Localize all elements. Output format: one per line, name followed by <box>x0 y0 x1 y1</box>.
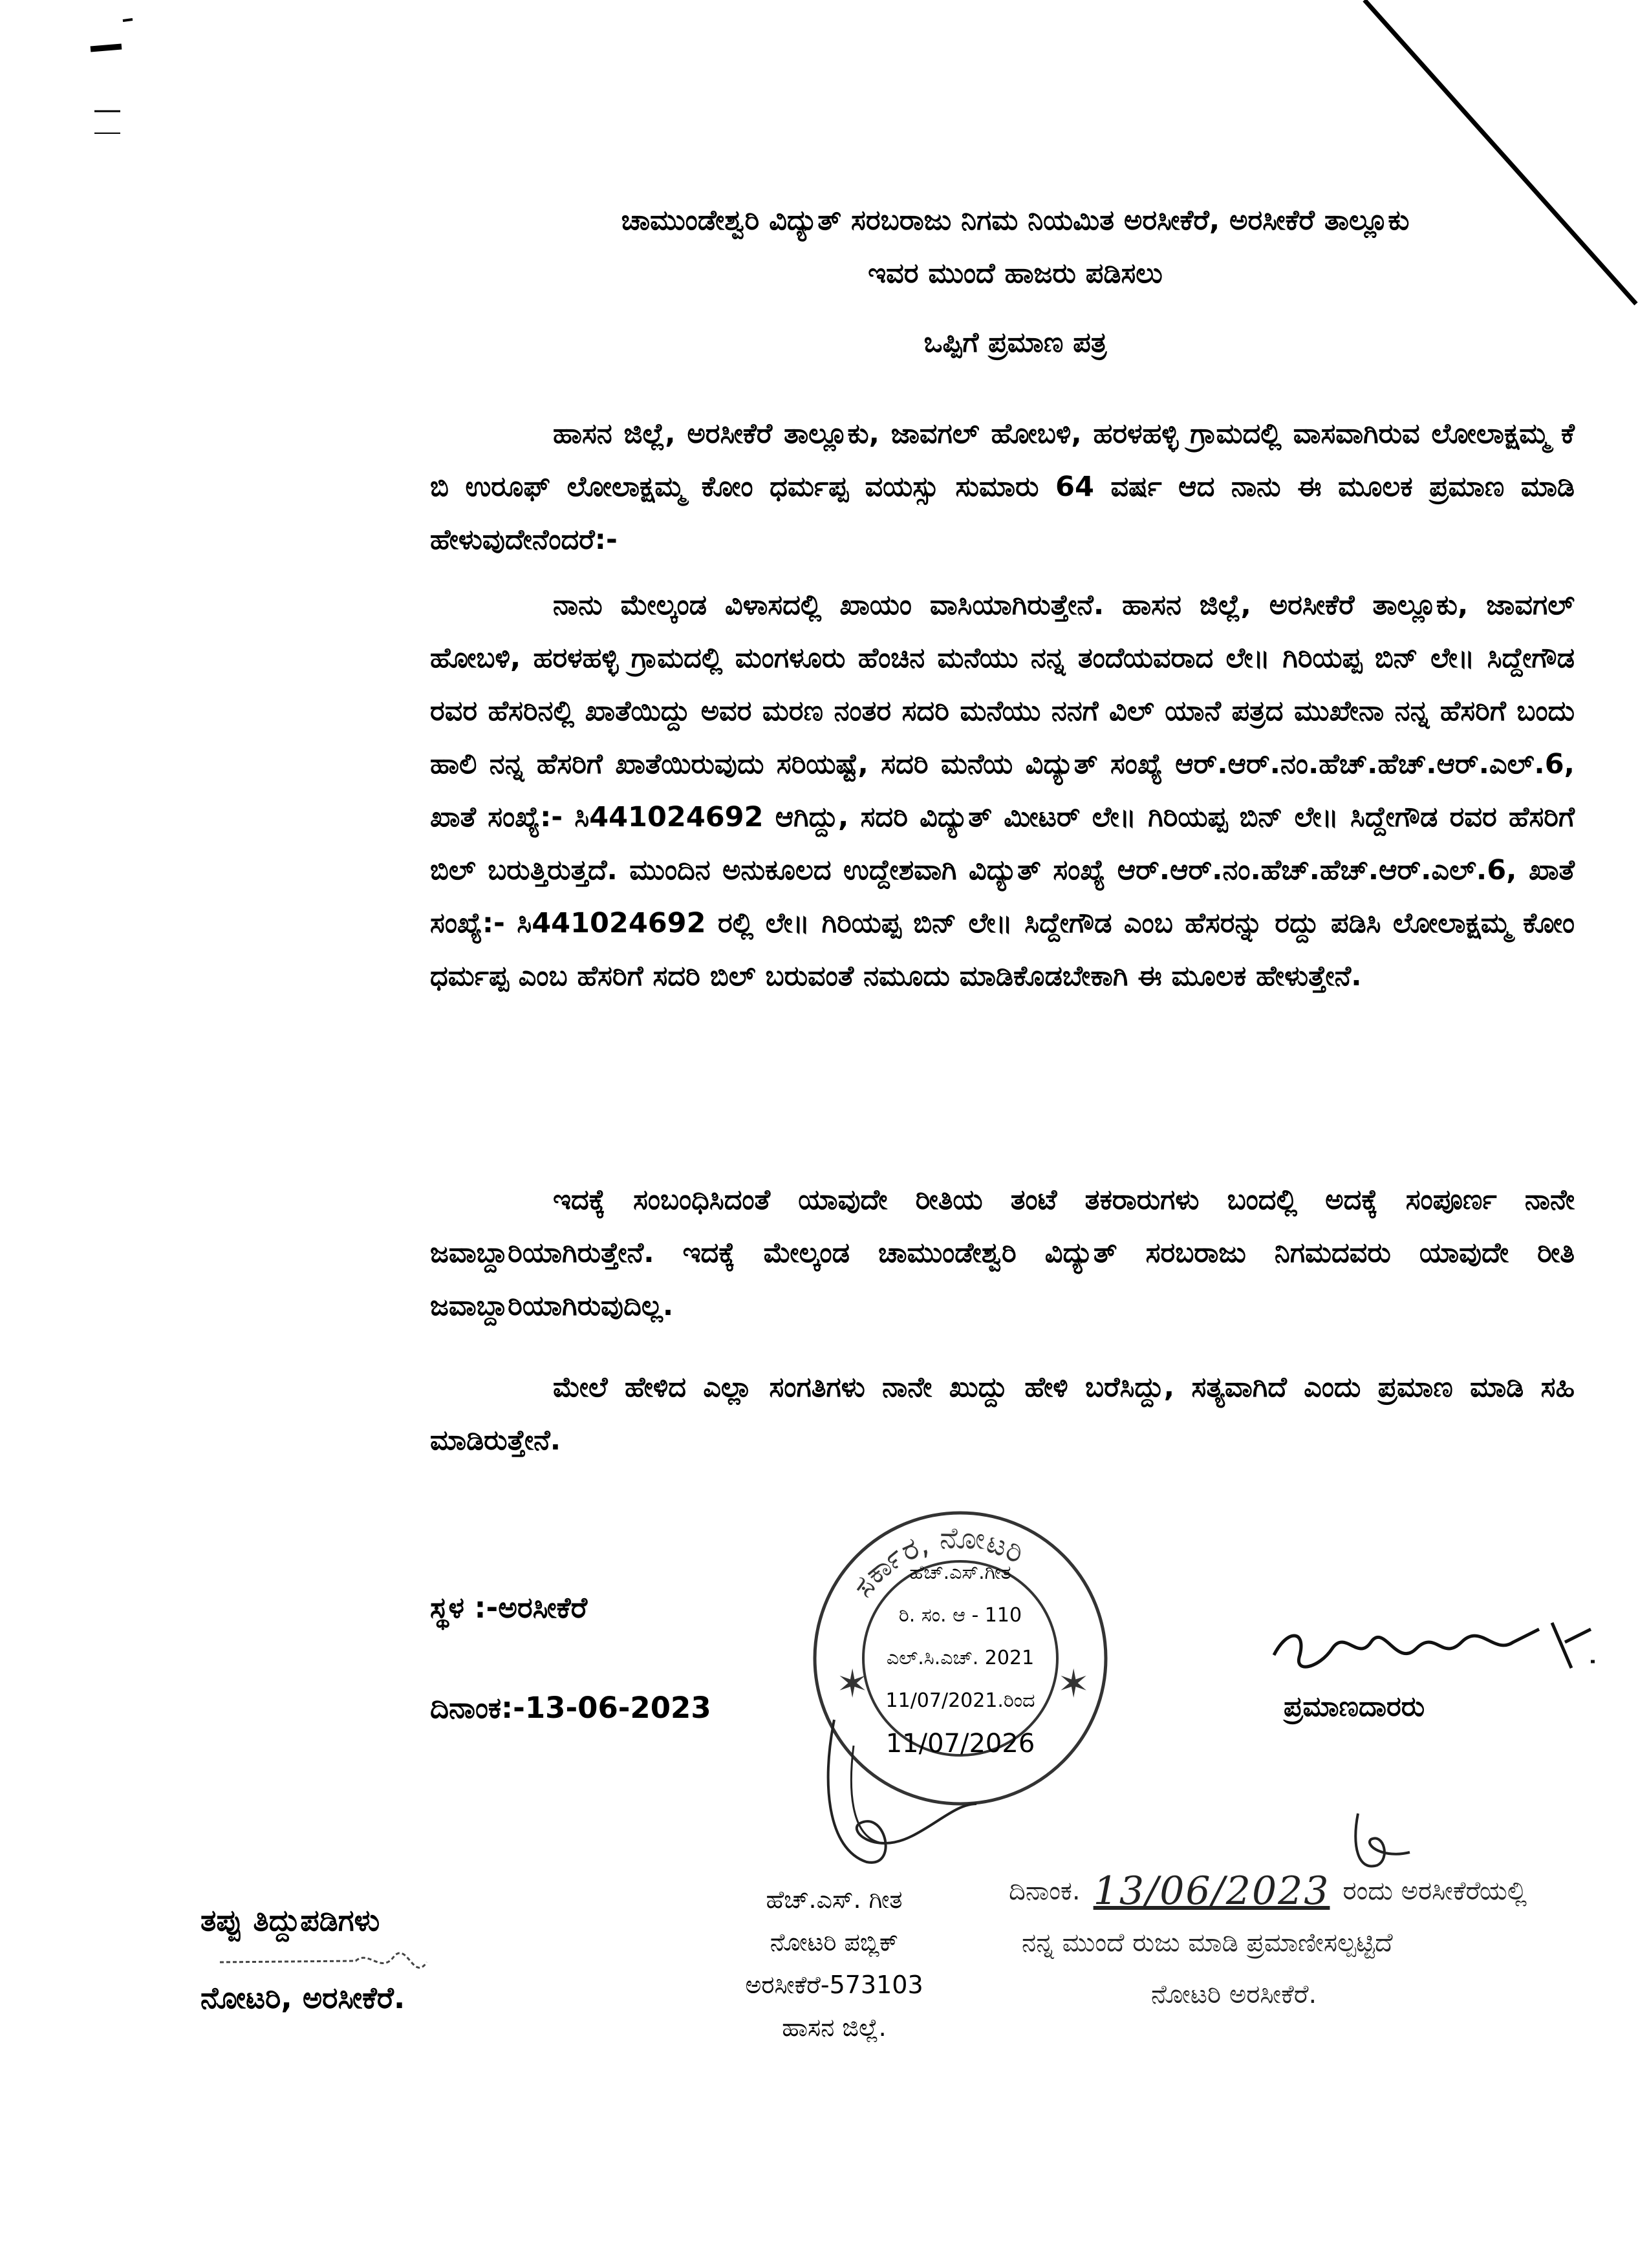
attestation-line-2: ನನ್ನ ಮುಂದೆ ರುಜು ಮಾಡಿ ಪ್ರಮಾಣೀಸಲ್ಪಟ್ಟಿದೆ <box>1022 1928 1393 1958</box>
deponent-signature <box>1267 1603 1604 1687</box>
svg-text:✶: ✶ <box>1057 1662 1090 1707</box>
notary-signature-scribble <box>808 1707 989 1875</box>
notary-district: ಹಾಸನ ಜಿಲ್ಲೆ. <box>782 2013 887 2042</box>
seal-registration: ರಿ. ಸಂ. ಆ - 110 <box>898 1604 1022 1627</box>
seal-license: ಎಲ್.ಸಿ.ಎಚ್. 2021 <box>886 1647 1035 1669</box>
date-line: ದಿನಾಂಕ:-13-06-2023 <box>430 1691 711 1725</box>
attestation-line-1 <box>1009 1865 1604 1917</box>
attestation-initials <box>1345 1807 1423 1878</box>
attestation-date: 13/06/2023 <box>1093 1868 1330 1914</box>
document-heading <box>440 194 1591 300</box>
heading-line-2: ಇವರ ಮುಂದೆ ಹಾಜರು ಪಡಿಸಲು <box>868 257 1163 290</box>
seal-notary-name: ಹೆಚ್.ಎಸ್.ಗೀತ <box>909 1561 1011 1584</box>
notary-city: ಅರಸೀಕೆರೆ-573103 <box>745 1971 923 1999</box>
svg-text:✶: ✶ <box>836 1662 869 1707</box>
notary-title: ನೋಟರಿ ಪಬ್ಲಿಕ್ <box>770 1928 899 1956</box>
corrections-notary: ನೋಟರಿ, ಅರಸೀಕೆರೆ. <box>200 1980 405 2015</box>
heading-line-1: ಚಾಮುಂಡೇಶ್ವರಿ ವಿದ್ಯುತ್ ಸರಬರಾಜು ನಿಗಮ ನಿಯಮಿತ ಅರಸೀಕೆರೆ, ಅರಸೀಕೆರೆ ತಾಲ್ಲೂಕು <box>621 204 1410 237</box>
attestation-prefix: ದಿನಾಂಕ. <box>1009 1876 1081 1906</box>
attestation-suffix: ರಂದು ಅರಸೀಕೆರೆಯಲ್ಲಿ <box>1342 1876 1527 1906</box>
paragraph-2: ನಾನು ಮೇಲ್ಕಂಡ ವಿಳಾಸದಲ್ಲಿ ಖಾಯಂ ವಾಸಿಯಾಗಿರುತ್ತೇನೆ. ಹಾಸನ ಜಿಲ್ಲೆ, ಅರಸೀಕೆರೆ ತಾಲ್ಲೂಕು, ಜಾವಗಲ್ ಹೋಬಳಿ, ಹರಳಹಳ್ಳಿ ಗ್ರಾಮದಲ್ಲಿ ಮಂಗಳೂರು ಹೆಂಚಿನ ಮನೆಯು ನನ್ನ ತಂದೆಯವರಾದ ಲೇ॥ ಗಿರಿಯಪ್ಪ ಬಿನ್ ಲೇ॥ ಸಿದ್ದೇಗೌಡ ರವರ ಹೆಸರಿನಲ್ಲಿ ಖಾತೆಯಿದ್ದು ಅವರ ಮರಣ ನಂತರ ಸದರಿ ಮನೆಯು ನನಗೆ ವಿಲ್ ಯಾನೆ ಪತ್ರದ ಮುಖೇನಾ ನನ್ನ ಹೆಸರಿಗೆ ಬಂದು ಹಾಲಿ ನನ್ನ ಹೆಸರಿಗೆ ಖಾತೆಯಿರುವುದು ಸರಿಯಷ್ಟೆ, ಸದರಿ ಮನೆಯ ವಿದ್ಯುತ್ ಸಂಖ್ಯೆ ಆರ್.ಆರ್.ನಂ.ಹೆಚ್.ಹೆಚ್.ಆರ್.ಎಲ್.6, ಖಾತೆ ಸಂಖ್ಯೆ:- ಸಿ441024692 ಆಗಿದ್ದು, ಸದರಿ ವಿದ್ಯುತ್ ಮೀಟರ್ ಲೇ॥ ಗಿರಿಯಪ್ಪ ಬಿನ್ ಲೇ॥ ಸಿದ್ದೇಗೌಡ ರವರ ಹೆಸರಿಗೆ ಬಿಲ್ ಬರುತ್ತಿರುತ್ತದೆ. ಮುಂದಿನ ಅನುಕೂಲದ ಉದ್ದೇಶವಾಗಿ ವಿದ್ಯುತ್ ಸಂಖ್ಯೆ ಆರ್.ಆರ್.ನಂ.ಹೆಚ್.ಹೆಚ್.ಆರ್.ಎಲ್.6, ಖಾತೆ ಸಂಖ್ಯೆ:- ಸಿ441024692 ರಲ್ಲಿ ಲೇ॥ ಗಿರಿಯಪ್ಪ ಬಿನ್ ಲೇ॥ ಸಿದ್ದೇಗೌಡ ಎಂಬ ಹೆಸರನ್ನು ರದ್ದು ಪಡಿಸಿ ಲೋಲಾಕ್ಷಮ್ಮ ಕೋಂ ಧರ್ಮಪ್ಪ ಎಂಬ ಹೆಸರಿಗೆ ಸದರಿ ಬಿಲ್ ಬರುವಂತೆ ನಮೂದು ಮಾಡಿಕೊಡಬೇಕಾಗಿ ಈ ಮೂಲಕ ಹೇಳುತ್ತೇನೆ. <box>430 589 1575 992</box>
corrections-signature <box>213 1930 485 1988</box>
notary-address-block <box>698 1878 970 2049</box>
paragraph-1: ಹಾಸನ ಜಿಲ್ಲೆ, ಅರಸೀಕೆರೆ ತಾಲ್ಲೂಕು, ಜಾವಗಲ್ ಹೋಬಳಿ, ಹರಳಹಳ್ಳಿ ಗ್ರಾಮದಲ್ಲಿ ವಾಸವಾಗಿರುವ ಲೋಲಾಕ್ಷಮ್ಮ ಕೆ ಬಿ ಉರೂಫ್ ಲೋಲಾಕ್ಷಮ್ಮ ಕೋಂ ಧರ್ಮಪ್ಪ ವಯಸ್ಸು ಸುಮಾರು 64 ವರ್ಷ ಆದ ನಾನು ಈ ಮೂಲಕ ಪ್ರಮಾಣ ಮಾಡಿ ಹೇಳುವುದೇನೆಂದರೆ:- <box>430 418 1575 556</box>
seal-ring-text: ಸರ್ಕಾರ, ನೋಟರಿ <box>845 1520 1030 1604</box>
notary-name: ಹೆಚ್.ಎಸ್. ಗೀತ <box>766 1885 903 1914</box>
scan-margin-marks <box>84 13 136 142</box>
attestation-line-3: ನೋಟರಿ ಅರಸೀಕೆರೆ. <box>1151 1980 1317 2009</box>
deponent-label: ಪ್ರಮಾಣದಾರರು <box>1284 1691 1425 1723</box>
attestation-block <box>1009 1865 1604 2020</box>
corrections-label: ತಪ್ಪು ತಿದ್ದುಪಡಿಗಳು <box>200 1903 380 1938</box>
seal-valid-from: 11/07/2021.ರಿಂದ <box>885 1689 1035 1712</box>
place-line: ಸ್ಥಳ :-ಅರಸೀಕೆರೆ <box>430 1590 588 1625</box>
seal-valid-to: 11/07/2026 <box>885 1729 1035 1759</box>
paragraph-4: ಮೇಲೆ ಹೇಳಿದ ಎಲ್ಲಾ ಸಂಗತಿಗಳು ನಾನೇ ಖುದ್ದು ಹೇಳಿ ಬರೆಸಿದ್ದು, ಸತ್ಯವಾಗಿದೆ ಎಂದು ಪ್ರಮಾಣ ಮಾಡಿ ಸಹಿ ಮಾಡಿರುತ್ತೇನೆ. <box>430 1371 1575 1457</box>
paragraph-3: ಇದಕ್ಕೆ ಸಂಬಂಧಿಸಿದಂತೆ ಯಾವುದೇ ರೀತಿಯ ತಂಟೆ ತಕರಾರುಗಳು ಬಂದಲ್ಲಿ ಅದಕ್ಕೆ ಸಂಪೂರ್ಣ ನಾನೇ ಜವಾಬ್ದಾರಿಯಾಗಿರುತ್ತೇನೆ. ಇದಕ್ಕೆ ಮೇಲ್ಕಂಡ ಚಾಮುಂಡೇಶ್ವರಿ ವಿದ್ಯುತ್ ಸರಬರಾಜು ನಿಗಮದವರು ಯಾವುದೇ ರೀತಿ ಜವಾಬ್ದಾರಿಯಾಗಿರುವುದಿಲ್ಲ. <box>430 1184 1575 1322</box>
document-title: ಒಪ್ಪಿಗೆ ಪ್ರಮಾಣ ಪತ್ರ <box>923 326 1107 359</box>
